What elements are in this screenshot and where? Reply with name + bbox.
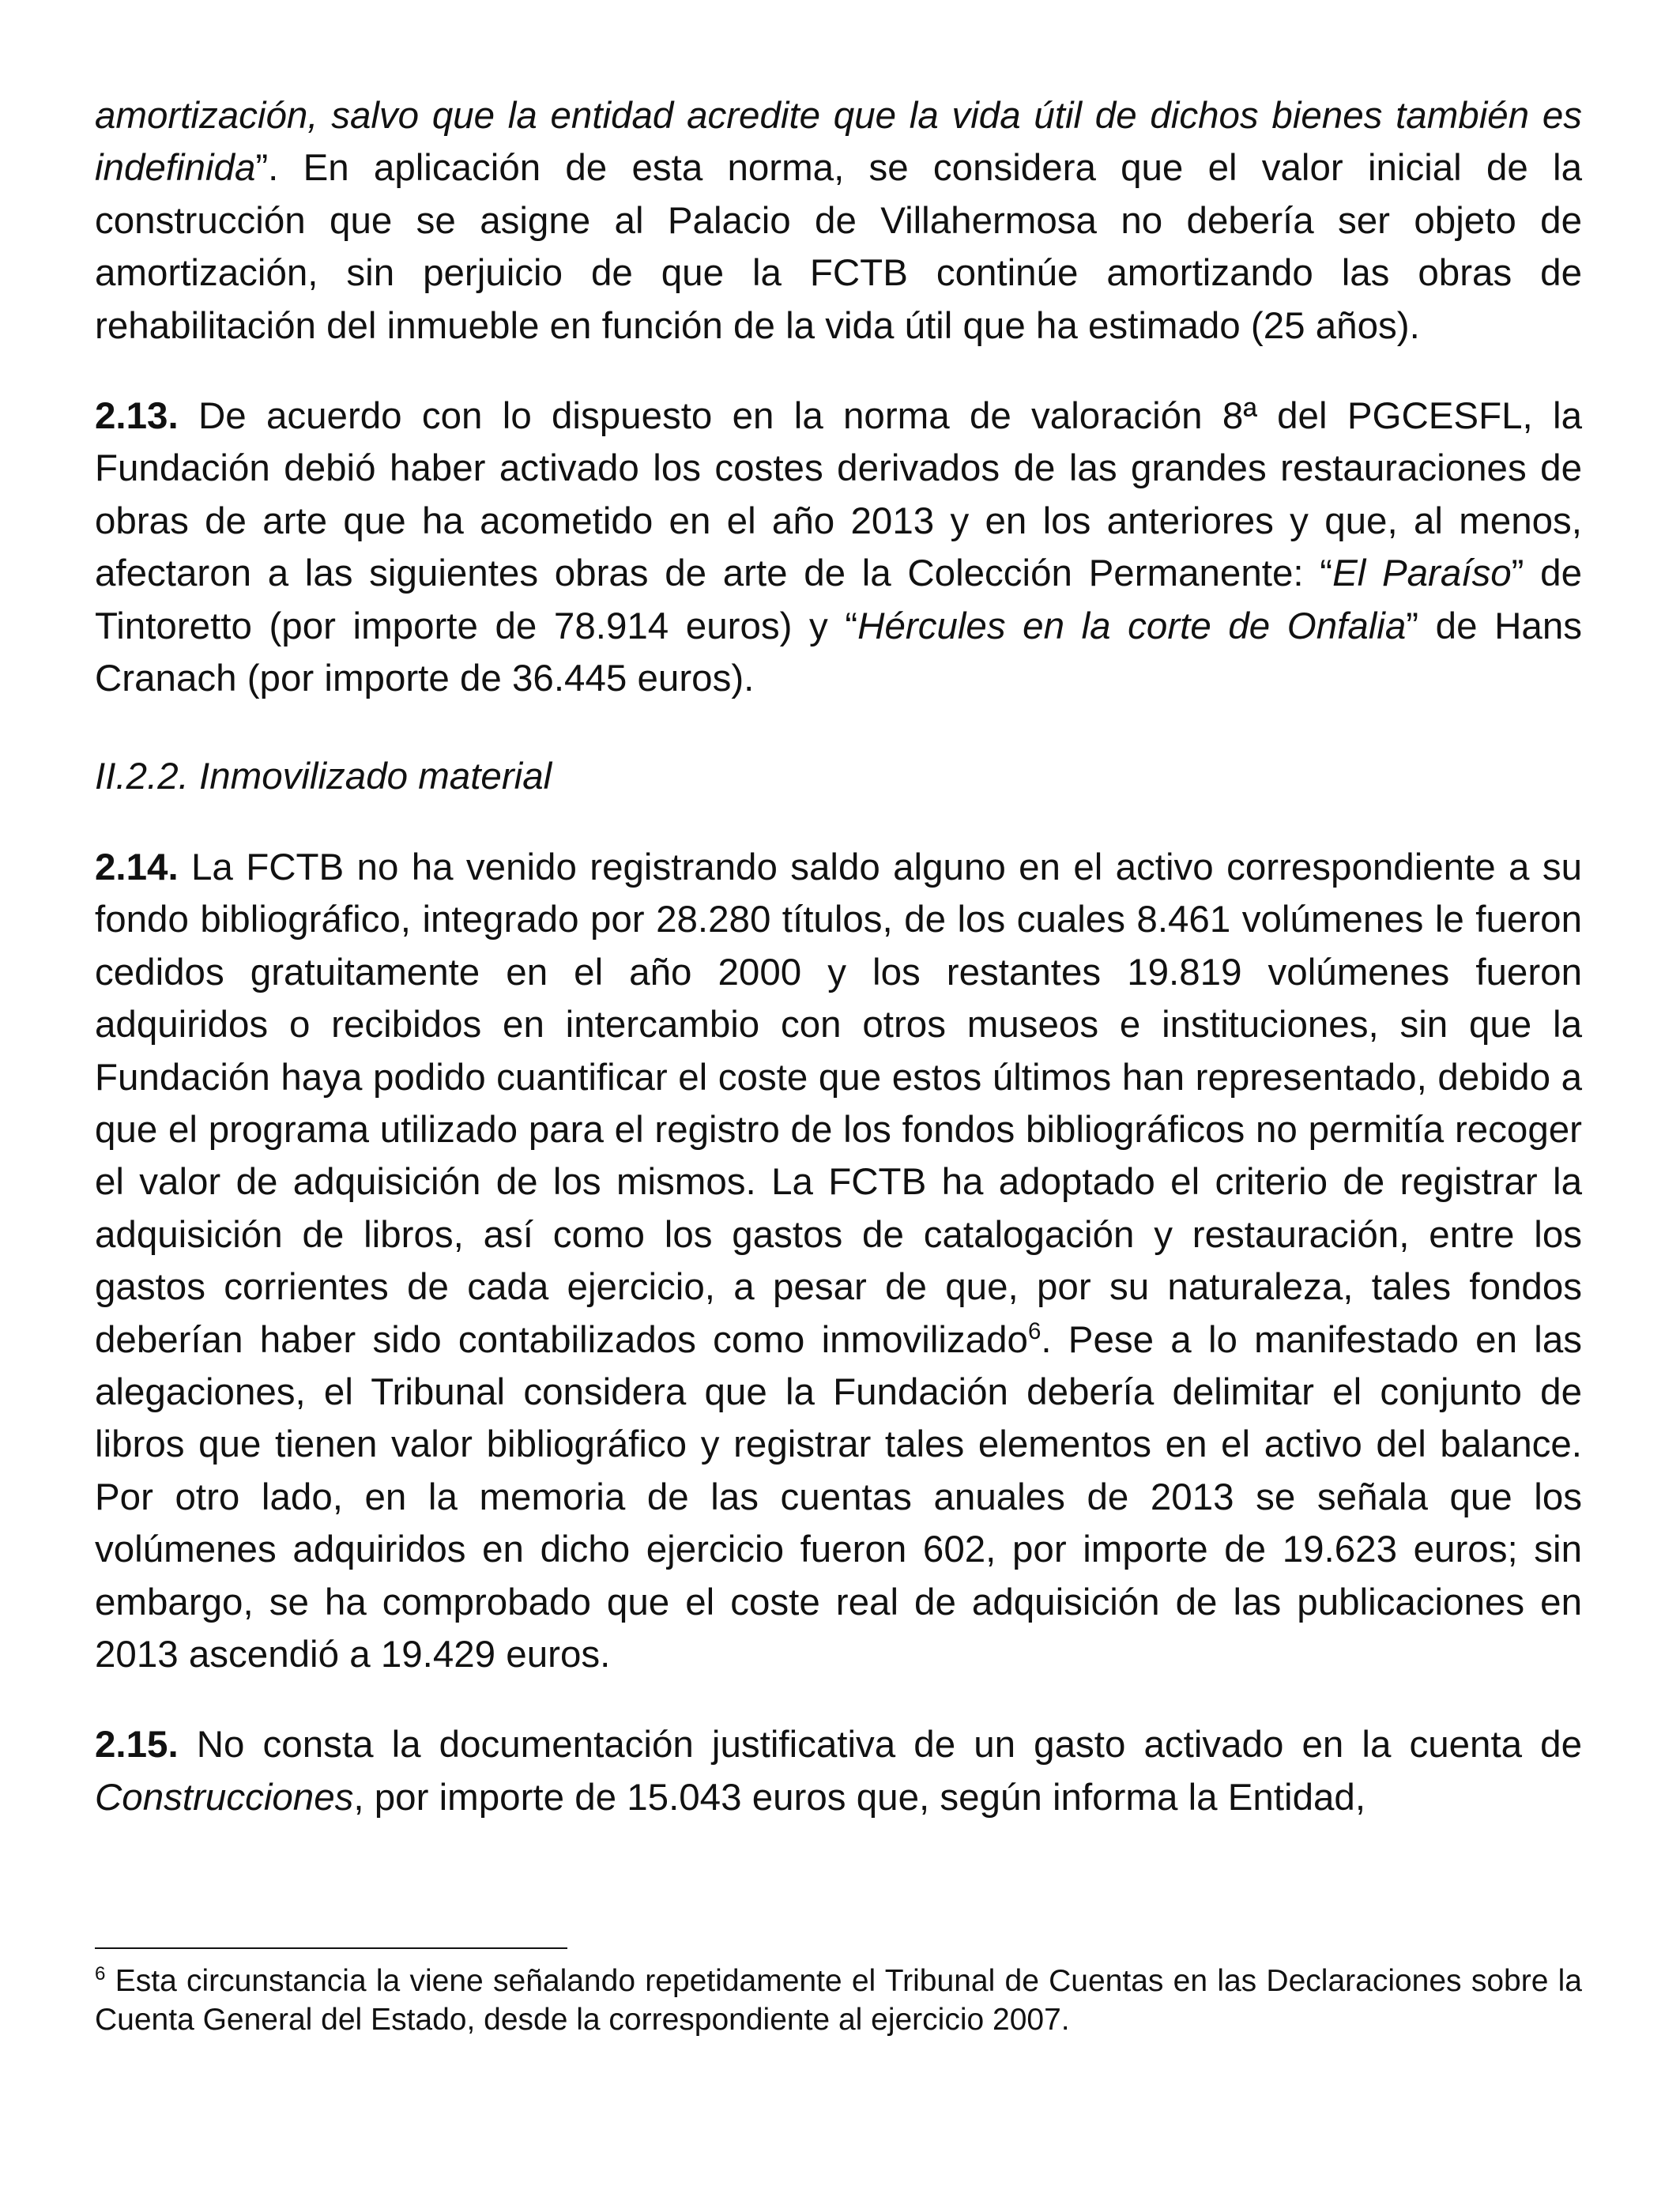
- paragraph-text: ” de Tintoretto (por importe de 78.914 euros) y “: [95, 552, 1582, 647]
- footnote-reference[interactable]: 6: [1027, 1318, 1042, 1345]
- paragraph-number: 2.15.: [95, 1724, 179, 1766]
- footnote-separator: [95, 1947, 567, 1949]
- artwork-title: El Paraíso: [1332, 552, 1512, 595]
- paragraph-text: No consta la documentación justificativa de un gasto activado en la cuenta de: [178, 1724, 1582, 1766]
- document-body: [95, 90, 1582, 1824]
- paragraph-continued: [95, 90, 1582, 352]
- paragraph-text: La FCTB no ha venido registrando saldo alguno en el activo correspondiente a su fondo bibliográfico, integrado por 28.280 títulos, de los cuales 8.461 volúmenes le fueron cedidos gratuitamente en el año 2000 y los restantes 19.819 volúmenes fueron adquiridos o recibidos en intercambio con otros museos e instituciones, sin que la Fundación haya podido cuantificar el coste que estos últimos han representado, debido a que el programa utilizado para el registro de los fondos bibliográficos no permitía recoger el valor de adquisición de los mismos. La FCTB ha adoptado el criterio de registrar la adquisición de libros, así como los gastos de catalogación y restauración, entre los gastos corrientes de cada ejercicio, a pesar de que, por su naturaleza, tales fondos deberían haber sido contabilizados como inmovilizado: [95, 846, 1582, 1361]
- section-heading: II.2.2. Inmovilizado material: [95, 756, 552, 798]
- paragraph-2-15: [95, 1719, 1582, 1824]
- footnote-text: Esta circunstancia la viene señalando repetidamente el Tribunal de Cuentas en las Declaraciones sobre la Cuenta General del Estado, desde la correspondiente al ejercicio 2007.: [95, 1964, 1582, 2037]
- footnote: [95, 1962, 1582, 2039]
- paragraph-text: , por importe de 15.043 euros que, según informa la Entidad,: [353, 1776, 1366, 1819]
- paragraph-text: De acuerdo con lo dispuesto en la norma de valoración 8ª del PGCESFL, la Fundación debió haber activado los costes derivados de las grandes restauraciones de obras de arte que ha acometido en el año 2013 y en los anteriores y que, al menos, afectaron a las siguientes obras de arte de la Colección Permanente: “: [95, 395, 1582, 595]
- paragraph-number: 2.13.: [95, 395, 179, 438]
- paragraph-text: ” de Hans Cranach (por importe de 36.445 euros).: [95, 605, 1582, 700]
- paragraph-2-13: [95, 390, 1582, 705]
- paragraph-number: 2.14.: [95, 846, 179, 888]
- account-name: Construcciones: [95, 1776, 354, 1819]
- artwork-title: Hércules en la corte de Onfalia: [857, 605, 1407, 647]
- footnote-number: 6: [95, 1963, 106, 1985]
- paragraph-text: . Pese a lo manifestado en las alegaciones, el Tribunal considera que la Fundación debería delimitar el conjunto de libros que tienen valor bibliográfico y registrar tales elementos en el activo del balance. Por otro lado, en la memoria de las cuentas anuales de 2013 se señala que los volúmenes adquiridos en dicho ejercicio fueron 602, por importe de 19.623 euros; sin embargo, se ha comprobado que el coste real de adquisición de las publicaciones en 2013 ascendió a 19.429 euros.: [95, 1318, 1582, 1676]
- paragraph-2-14: [95, 842, 1582, 1682]
- quote-italic: amortización, salvo que la entidad acredite que la vida útil de dichos bienes también es indefinida: [95, 95, 1582, 190]
- paragraph-text: ”. En aplicación de esta norma, se considera que el valor inicial de la construcción que se asigne al Palacio de Villahermosa no debería ser objeto de amortización, sin perjuicio de que la FCTB continúe amortizando las obras de rehabilitación del inmueble en función de la vida útil que ha estimado (25 años).: [95, 147, 1582, 347]
